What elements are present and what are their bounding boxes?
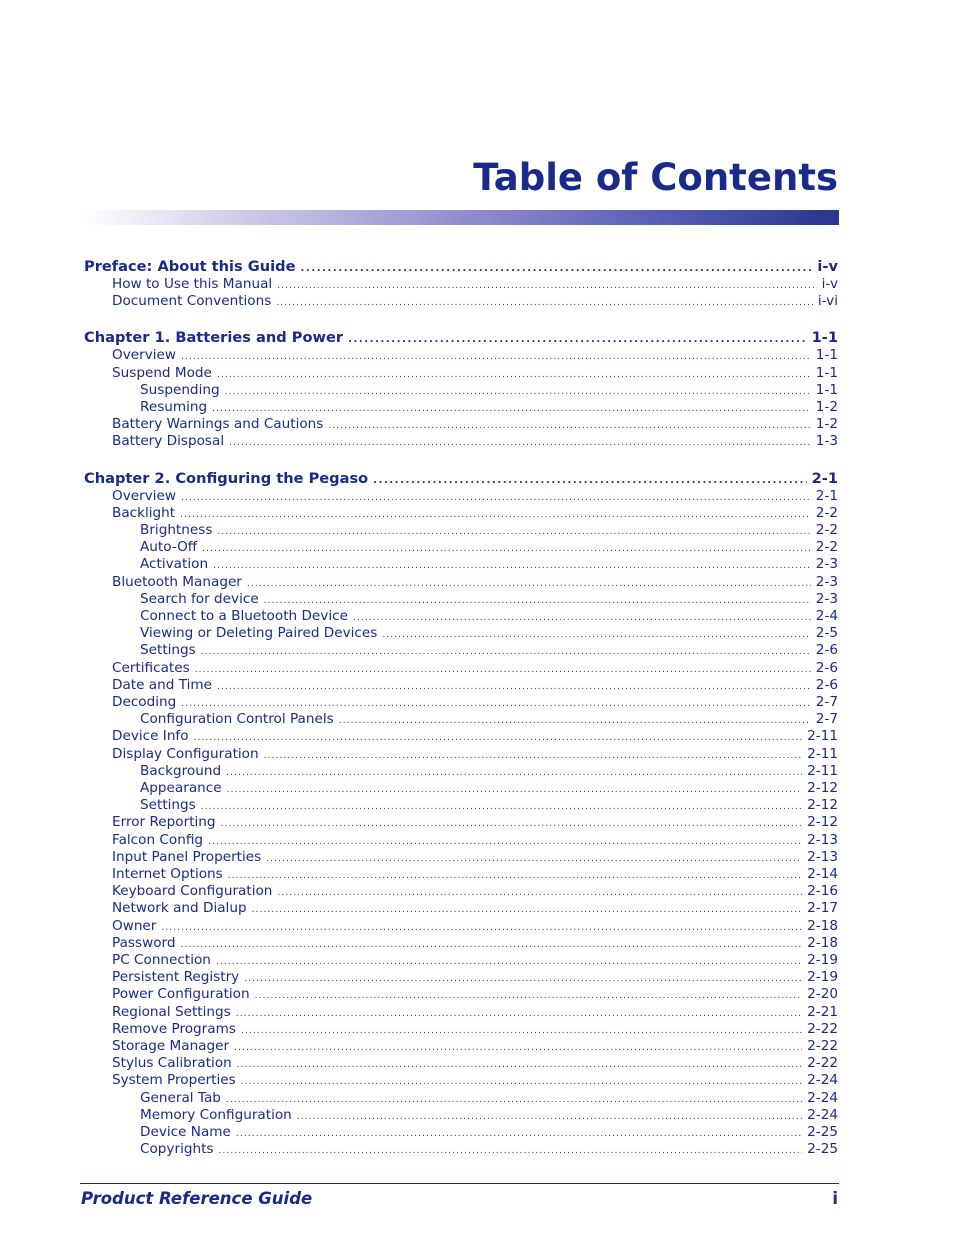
toc-entry[interactable] [140, 522, 838, 541]
toc-entry-title: Backlight [112, 504, 176, 521]
toc-entry[interactable] [112, 866, 838, 885]
toc-entry[interactable] [140, 711, 838, 730]
toc-entry-title: Battery Warnings and Cautions [112, 416, 324, 433]
toc-entry-page: 2-3 [815, 590, 838, 607]
toc-entry-page: 2-25 [807, 1141, 838, 1158]
toc-entry-title: Keyboard Configuration [112, 883, 273, 900]
toc-entry-title: How to Use this Manual [112, 276, 273, 292]
toc-entry-title: Network and Dialup [112, 900, 247, 917]
toc-entry-page: 2-11 [807, 745, 838, 762]
toc-entry-page: 2-12 [807, 814, 838, 831]
toc-entry-page: 2-2 [815, 504, 838, 521]
toc-entry[interactable] [112, 276, 838, 295]
toc-chapter-entry[interactable] [84, 258, 838, 277]
toc-entry[interactable] [112, 1038, 838, 1057]
toc-entry-title: Remove Programs [112, 1020, 236, 1037]
toc-entry-title: Preface: About this Guide [84, 258, 296, 275]
toc-entry[interactable] [112, 814, 838, 833]
toc-dot-leader [348, 331, 807, 348]
toc-entry-title: System Properties [112, 1072, 236, 1089]
toc-entry[interactable] [140, 797, 838, 816]
toc-entry-title: Device Info [112, 728, 189, 745]
toc-entry[interactable] [112, 1004, 838, 1023]
toc-entry-page: 2-24 [807, 1106, 838, 1123]
toc-entry-page: 2-2 [815, 539, 838, 556]
toc-entry[interactable] [140, 591, 838, 610]
toc-entry-page: 2-13 [807, 848, 838, 865]
toc-entry[interactable] [112, 505, 838, 524]
toc-entry-title: Background [140, 762, 222, 779]
toc-entry-page: 2-3 [815, 556, 838, 573]
toc-entry[interactable] [112, 1021, 838, 1040]
toc-entry-page: 2-22 [807, 1038, 838, 1054]
toc-entry-title: Internet Options [112, 866, 223, 882]
toc-entry-title: Chapter 2. Configuring the Pegaso [84, 469, 369, 487]
toc-entry-title: Appearance [140, 780, 222, 796]
toc-entry-page: 2-5 [815, 625, 838, 642]
toc-entry-page: 2-19 [807, 952, 838, 968]
toc-entry[interactable] [140, 625, 838, 644]
toc-entry[interactable] [140, 399, 838, 418]
toc-entry-title: Decoding [112, 694, 177, 710]
toc-entry[interactable] [112, 694, 838, 713]
page-title: Table of Contents [473, 156, 838, 199]
toc-entry-title: Stylus Calibration [112, 1055, 232, 1072]
toc-entry-page: 2-12 [807, 797, 838, 814]
toc-entry-title: Input Panel Properties [112, 848, 262, 865]
toc-entry[interactable] [112, 746, 838, 765]
toc-entry-title: Date and Time [112, 676, 212, 693]
toc-entry-title: Search for device [140, 590, 259, 607]
toc-entry-title: Password [112, 934, 176, 951]
toc-entry-title: Overview [112, 487, 176, 504]
toc-entry[interactable] [112, 883, 838, 902]
toc-entry-page: 2-4 [815, 608, 838, 624]
toc-entry-page: 2-11 [807, 728, 838, 745]
toc-dot-leader [229, 435, 811, 452]
toc-entry-page: 2-6 [815, 676, 838, 693]
footer-rule [80, 1183, 839, 1184]
toc-entry-title: Bluetooth Manager [112, 573, 242, 590]
toc-entry[interactable] [112, 1072, 838, 1091]
toc-entry-page: 2-22 [807, 1020, 838, 1037]
toc-entry[interactable] [140, 382, 838, 401]
toc-entry-page: 2-17 [807, 900, 838, 917]
toc-entry-page: 2-14 [807, 866, 838, 882]
toc-entry[interactable] [112, 677, 838, 696]
toc-entry[interactable] [112, 293, 838, 312]
toc-entry-page: 1-1 [811, 329, 838, 347]
toc-entry[interactable] [112, 416, 838, 435]
toc-entry[interactable] [140, 763, 838, 782]
toc-entry[interactable] [140, 556, 838, 575]
toc-entry[interactable] [112, 1055, 838, 1074]
toc-entry-title: Document Conventions [112, 293, 272, 310]
toc-entry-title: Persistent Registry [112, 969, 240, 986]
toc-entry-title: Certificates [112, 659, 190, 676]
toc-entry-title: Configuration Control Panels [140, 711, 334, 728]
toc-entry-page: 2-24 [807, 1072, 838, 1089]
toc-entry-page: i-v [821, 276, 838, 292]
toc-entry-page: 2-1 [811, 469, 838, 487]
toc-entry-page: 1-3 [815, 433, 838, 450]
toc-entry-page: 2-18 [807, 917, 838, 934]
toc-entry[interactable] [112, 918, 838, 937]
toc-entry-title: Error Reporting [112, 814, 216, 831]
toc-entry-title: Activation [140, 556, 209, 573]
toc-entry-title: Device Name [140, 1124, 231, 1140]
toc-entry[interactable] [140, 780, 838, 799]
toc-entry-page: 1-2 [815, 399, 838, 415]
toc-entry-title: Display Configuration [112, 745, 259, 762]
toc-entry-page: 2-6 [815, 659, 838, 676]
toc-entry[interactable] [112, 849, 838, 868]
toc-entry-page: 2-2 [815, 522, 838, 538]
toc-entry[interactable] [112, 365, 838, 384]
toc-entry-page: 1-1 [815, 347, 838, 364]
toc-entry[interactable] [140, 1124, 838, 1143]
toc-entry-page: 2-21 [807, 1003, 838, 1020]
toc-entry[interactable] [112, 488, 838, 507]
toc-entry-page: 2-11 [807, 762, 838, 779]
toc-entry[interactable] [112, 433, 838, 452]
toc-entry-page: 2-16 [807, 883, 838, 900]
toc-entry[interactable] [140, 539, 838, 558]
toc-entry[interactable] [140, 1090, 838, 1109]
toc-entry-title: Resuming [140, 399, 208, 415]
toc-entry[interactable] [112, 935, 838, 954]
toc-entry-title: Chapter 1. Batteries and Power [84, 329, 344, 347]
toc-entry-page: 2-18 [807, 934, 838, 951]
toc-dot-leader [219, 1143, 803, 1160]
toc-entry-title: Copyrights [140, 1141, 214, 1158]
toc-dot-leader [276, 295, 813, 312]
toc-entry-page: 2-22 [807, 1055, 838, 1072]
toc-entry-title: Viewing or Deleting Paired Devices [140, 625, 378, 642]
toc-entry-page: i-v [817, 258, 838, 275]
toc-entry-page: 2-6 [815, 642, 838, 659]
toc-entry[interactable] [112, 900, 838, 919]
toc-dot-leader [373, 472, 806, 489]
toc-entry-title: Power Configuration [112, 986, 250, 1003]
toc-entry[interactable] [112, 660, 838, 679]
toc-entry-page: i-vi [817, 293, 838, 310]
toc-entry[interactable] [112, 347, 838, 366]
toc-entry[interactable] [112, 986, 838, 1005]
toc-entry[interactable] [112, 969, 838, 988]
toc-entry[interactable] [112, 952, 838, 971]
toc-entry-page: 2-24 [807, 1089, 838, 1106]
toc-entry-page: 2-3 [815, 573, 838, 590]
toc-entry-title: Overview [112, 347, 176, 364]
toc-entry-title: General Tab [140, 1089, 221, 1106]
toc-entry-page: 2-1 [815, 487, 838, 504]
toc-entry-page: 2-19 [807, 969, 838, 986]
toc-entry-title: Settings [140, 797, 196, 814]
toc-chapter-entry[interactable] [84, 329, 838, 348]
toc-entry-title: PC Connection [112, 952, 211, 968]
toc-chapter-entry[interactable] [84, 470, 838, 489]
toc-entry-page: 1-1 [815, 364, 838, 381]
toc-entry-page: 1-2 [815, 416, 838, 433]
footer-page-number: i [832, 1189, 838, 1208]
toc-entry[interactable] [112, 728, 838, 747]
toc-entry[interactable] [140, 1107, 838, 1126]
toc-entry[interactable] [140, 608, 838, 627]
toc-entry[interactable] [112, 574, 838, 593]
toc-entry-title: Suspending [140, 381, 220, 398]
toc-dot-leader [301, 260, 813, 277]
toc-entry-title: Memory Configuration [140, 1106, 292, 1123]
toc-entry-page: 2-7 [815, 711, 838, 728]
toc-entry[interactable] [140, 1141, 838, 1160]
toc-entry-title: Regional Settings [112, 1003, 231, 1020]
toc-entry[interactable] [140, 642, 838, 661]
toc-entry-title: Brightness [140, 522, 213, 538]
toc-entry-title: Storage Manager [112, 1038, 230, 1054]
footer-title: Product Reference Guide [81, 1189, 313, 1208]
toc-entry-title: Suspend Mode [112, 364, 212, 381]
toc-entry-title: Battery Disposal [112, 433, 225, 450]
toc-entry-title: Auto-Off [140, 539, 198, 556]
toc-entry-title: Falcon Config [112, 831, 204, 848]
toc-entry-title: Connect to a Bluetooth Device [140, 608, 348, 624]
toc-entry-page: 2-7 [815, 694, 838, 710]
toc-entry-title: Settings [140, 642, 196, 659]
toc-entry-page: 2-13 [807, 831, 838, 848]
toc-entry-page: 2-12 [807, 780, 838, 796]
toc-entry-title: Owner [112, 917, 157, 934]
toc-entry-page: 2-25 [807, 1124, 838, 1140]
toc-entry[interactable] [112, 832, 838, 851]
toc-entry-page: 1-1 [815, 381, 838, 398]
toc-entry-page: 2-20 [807, 986, 838, 1003]
